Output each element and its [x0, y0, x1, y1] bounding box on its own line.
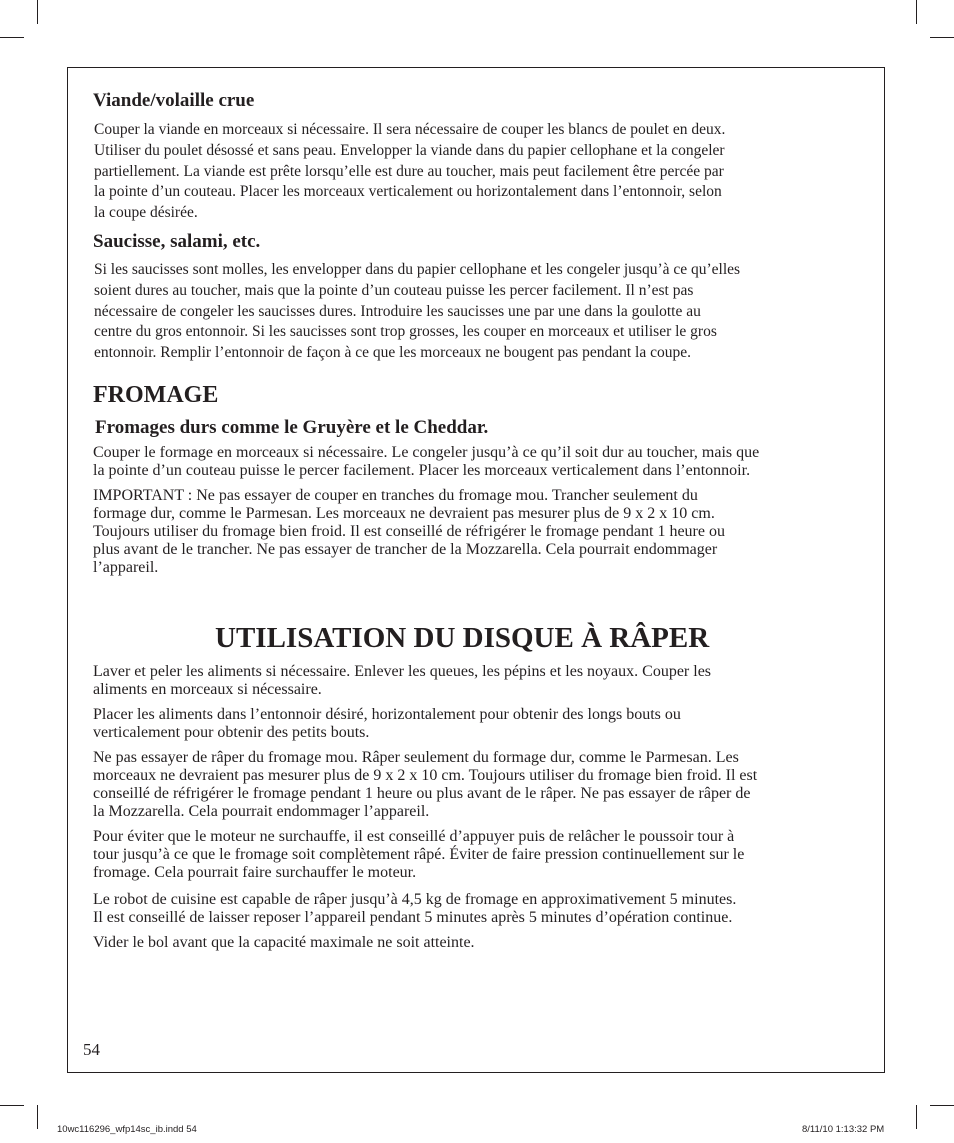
- text-line: verticalement pour obtenir des petits bouts.: [93, 724, 370, 741]
- paragraph-raper-1: [93, 663, 711, 699]
- paragraph-raper-6: [93, 934, 475, 952]
- text-line: Ne pas essayer de râper du fromage mou. Râper seulement du formage dur, comme le Parmesan. Les: [93, 749, 739, 766]
- text-line: la pointe d’un couteau. Placer les morceaux verticalement ou horizontalement dans l’entonnoir, selon: [94, 183, 722, 201]
- text-line: Utiliser du poulet désossé et sans peau. Envelopper la viande dans du papier cellophane et la congeler: [94, 141, 725, 159]
- paragraph-raper-2: [93, 706, 681, 742]
- crop-mark: [37, 1105, 38, 1129]
- crop-mark: [916, 0, 917, 24]
- text-line: IMPORTANT : Ne pas essayer de couper en tranches du fromage mou. Trancher seulement du: [93, 487, 698, 504]
- paragraph-fromage-2: [93, 487, 725, 577]
- page-number: 54: [83, 1040, 100, 1059]
- text-line: morceaux ne devraient pas mesurer plus de 9 x 2 x 10 cm. Toujours utiliser du fromage bien froid. Il est: [93, 767, 758, 784]
- text-line: Toujours utiliser du fromage bien froid. Il est conseillé de réfrigérer le fromage pendant 1 heure ou: [93, 523, 725, 540]
- crop-mark: [37, 0, 38, 24]
- paragraph-viande: [94, 120, 725, 224]
- text-line: Pour éviter que le moteur ne surchauffe, il est conseillé d’appuyer puis de relâcher le poussoir tour à: [93, 828, 735, 845]
- slug-datetime: 8/11/10 1:13:32 PM: [802, 1124, 885, 1135]
- text-line: nécessaire de congeler les saucisses dures. Introduire les saucisses une par une dans la goulotte au: [94, 302, 701, 320]
- text-line: Laver et peler les aliments si nécessaire. Enlever les queues, les pépins et les noyaux. Couper les: [93, 663, 712, 680]
- heading-fromage: FROMAGE: [93, 382, 219, 408]
- text-line: Il est conseillé de laisser reposer l’appareil pendant 5 minutes après 5 minutes d’opération continue.: [93, 909, 733, 926]
- text-line: centre du gros entonnoir. Si les saucisses sont trop grosses, les couper en morceaux et utiliser le gros: [94, 323, 717, 341]
- text-line: soient dures au toucher, mais que la pointe d’un couteau puisse les percer facilement. Il n’est pas: [94, 281, 694, 299]
- paragraph-raper-3: [93, 749, 757, 821]
- text-line: aliments en morceaux si nécessaire.: [93, 681, 322, 698]
- crop-mark: [930, 37, 954, 38]
- text-line: fromage. Cela pourrait faire surchauffer le moteur.: [93, 864, 417, 881]
- text-line: Le robot de cuisine est capable de râper jusqu’à 4,5 kg de fromage en approximativement 5 minutes.: [93, 891, 737, 908]
- text-line: formage dur, comme le Parmesan. Les morceaux ne devraient pas mesurer plus de 9 x 2 x 10 cm.: [93, 505, 715, 522]
- subheading-fromage: Fromages durs comme le Gruyère et le Cheddar.: [95, 417, 489, 438]
- text-line: tour jusqu’à ce que le fromage soit complètement râpé. Éviter de faire pression continuellement sur le: [93, 846, 745, 863]
- text-line: Couper la viande en morceaux si nécessaire. Il sera nécessaire de couper les blancs de poulet en deux.: [94, 121, 726, 138]
- heading-viande: Viande/volaille crue: [93, 90, 255, 111]
- text-line: plus avant de le trancher. Ne pas essayer de trancher de la Mozzarella. Cela pourrait endommager: [93, 541, 718, 558]
- paragraph-saucisse: [94, 260, 740, 364]
- text-line: la coupe désirée.: [94, 204, 198, 222]
- crop-mark: [916, 1105, 917, 1129]
- crop-mark: [0, 1105, 24, 1106]
- paragraph-raper-5: [93, 891, 736, 927]
- crop-mark: [930, 1105, 954, 1106]
- heading-saucisse: Saucisse, salami, etc.: [93, 231, 261, 252]
- crop-mark: [0, 37, 24, 38]
- text-line: l’appareil.: [93, 559, 159, 576]
- slug-file: 10wc116296_wfp14sc_ib.indd 54: [57, 1124, 197, 1135]
- text-line: conseillé de réfrigérer le fromage pendant 1 heure ou plus avant de le râper. Ne pas essayer de râper de: [93, 785, 751, 802]
- text-line: Placer les aliments dans l’entonnoir désiré, horizontalement pour obtenir des longs bouts ou: [93, 706, 681, 723]
- text-line: entonnoir. Remplir l’entonnoir de façon à ce que les morceaux ne bougent pas pendant la coupe.: [94, 344, 691, 362]
- text-line: Vider le bol avant que la capacité maximale ne soit atteinte.: [93, 934, 475, 951]
- section-title-raper: UTILISATION DU DISQUE À RÂPER: [215, 622, 710, 654]
- text-line: Si les saucisses sont molles, les envelopper dans du papier cellophane et les congeler jusqu’à ce qu’elles: [94, 261, 741, 278]
- text-line: Couper le formage en morceaux si nécessaire. Le congeler jusqu’à ce qu’il soit dur au toucher, mais que: [93, 444, 760, 461]
- text-line: partiellement. La viande est prête lorsqu’elle est dure au toucher, mais peut facilement être percée par: [94, 162, 724, 180]
- paragraph-raper-4: [93, 828, 744, 882]
- text-line: la pointe d’un couteau puisse le percer facilement. Placer les morceaux verticalement dans l’entonnoir.: [93, 462, 751, 479]
- text-line: la Mozzarella. Cela pourrait endommager l’appareil.: [93, 803, 430, 820]
- paragraph-fromage-1: [93, 444, 759, 480]
